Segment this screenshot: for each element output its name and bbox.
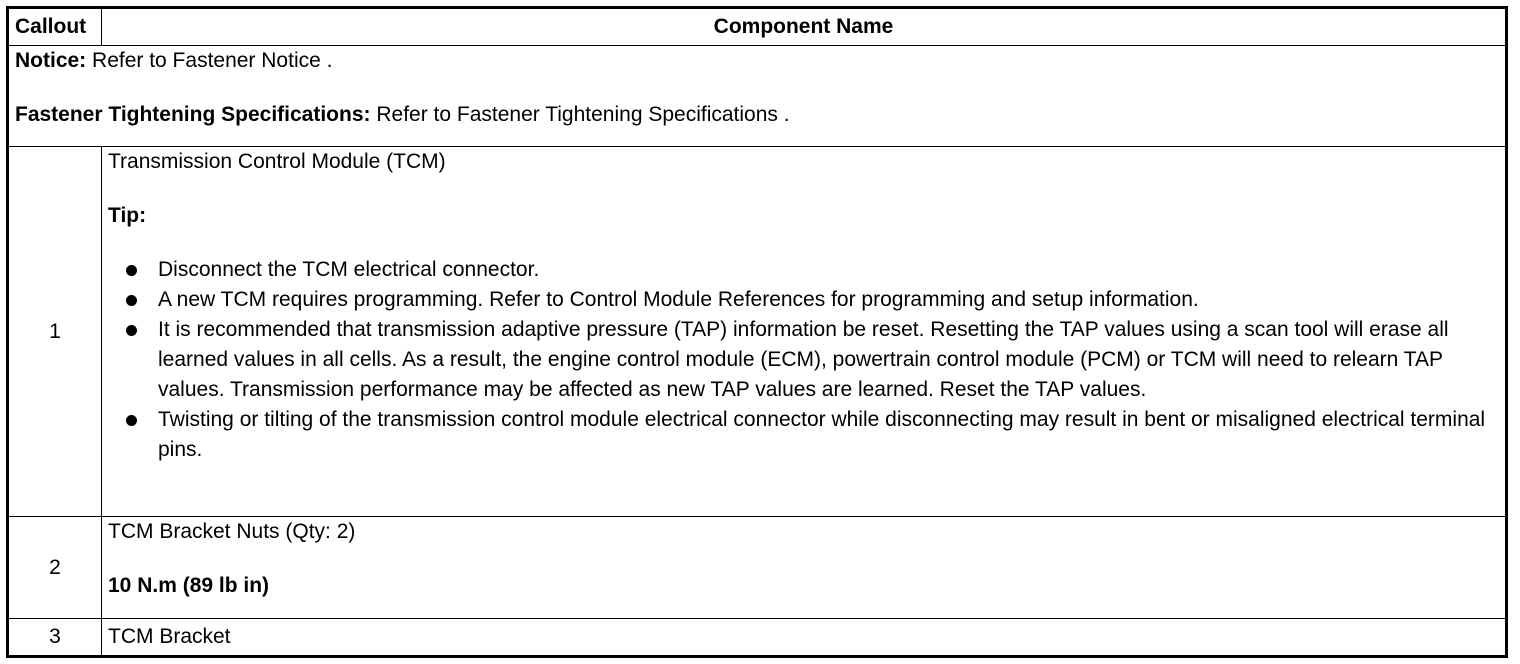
callout-number: 3 (8, 619, 102, 657)
tip-label: Tip: (108, 204, 147, 227)
notice-row (8, 46, 1507, 147)
component-name: TCM Bracket (102, 619, 1507, 657)
component-name-header: Component Name (102, 8, 1507, 46)
table-row (8, 147, 1507, 517)
callout-number: 1 (8, 147, 102, 517)
list-item: A new TCM requires programming. Refer to Control Module References for programming and setup information. (158, 285, 1499, 315)
callout-number: 2 (8, 517, 102, 619)
table-row (8, 517, 1507, 619)
table-row (8, 619, 1507, 657)
notice-text: Refer to Fastener Notice . (86, 49, 333, 72)
notice-line (15, 46, 1499, 76)
notice-cell (8, 46, 1507, 147)
fastener-spec-line (15, 100, 1499, 130)
header-row (8, 8, 1507, 46)
component-table (6, 6, 1508, 658)
component-description (102, 517, 1507, 619)
component-name: Transmission Control Module (TCM) (108, 150, 446, 173)
list-item: It is recommended that transmission adaptive pressure (TAP) information be reset. Resetting the TAP values using a scan tool will erase all learned values in all cells. As a result, the engine control module (ECM), powertrain control module (PCM) or TCM will need to relearn TAP values. Transmission performance may be affected as new TAP values are learned. Reset the TAP values. (158, 315, 1499, 405)
fastener-spec-text: Refer to Fastener Tightening Specifications . (370, 103, 790, 126)
fastener-spec-label: Fastener Tightening Specifications: (15, 103, 371, 126)
list-item: Twisting or tilting of the transmission control module electrical connector while disconnecting may result in bent or misaligned electrical terminal pins. (158, 405, 1499, 465)
torque-spec: 10 N.m (89 lb in) (108, 574, 270, 597)
tip-list (108, 255, 1499, 465)
component-description (102, 147, 1507, 517)
component-name: TCM Bracket Nuts (Qty: 2) (108, 520, 356, 543)
list-item: Disconnect the TCM electrical connector. (158, 255, 1499, 285)
callout-header: Callout (8, 8, 102, 46)
notice-label: Notice: (15, 49, 87, 72)
